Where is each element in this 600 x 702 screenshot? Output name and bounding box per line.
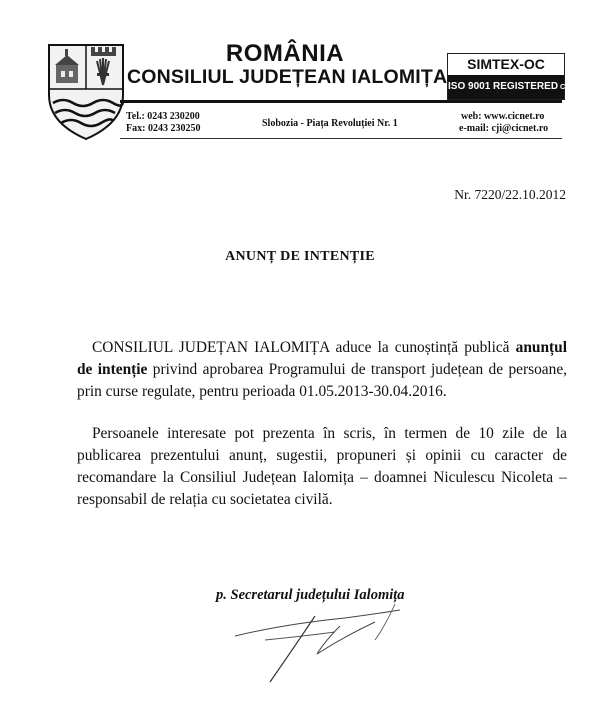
certification-standard: ISO 9001 REGISTERED: [448, 81, 559, 92]
header-fax: Fax: 0243 230250: [126, 123, 201, 134]
handwritten-signature-icon: [225, 596, 425, 686]
county-coat-of-arms-icon: [47, 43, 125, 141]
certification-badge: [447, 53, 591, 100]
header-divider-thick: [120, 100, 562, 103]
signatory-label: p. Secretarul județului Ialomița: [216, 587, 405, 603]
certification-standard-band: [448, 75, 591, 99]
paragraph-submissions: Persoanele interesate pot prezenta în scris, în termen de 10 zile de la publicarea prezentului anunț, sugestii, propuneri și opinii cu caracter de recomandare la Consiliul Județean Ialomița – doamnei Niculescu Nicoleta – responsabil de relația cu societatea civilă.: [77, 425, 567, 508]
header-address: Slobozia - Piața Revoluției Nr. 1: [262, 118, 398, 129]
paragraph-announcement-rest: privind aprobarea Programului de transport județean de persoane, prin curse regulate, pentru perioada 01.05.2013-30.04.2016.: [77, 361, 568, 400]
header-telephone: Tel.: 0243 230200: [126, 111, 200, 122]
header-divider-thin: [120, 138, 562, 139]
registration-number: Nr. 7220/22.10.2012: [454, 187, 566, 202]
header-email: e-mail: cji@cicnet.ro: [459, 123, 549, 134]
header-institution: CONSILIUL JUDEȚEAN IALOMIȚA: [127, 66, 448, 88]
header-country: ROMÂNIA: [225, 40, 345, 67]
paragraph-announcement: [77, 337, 567, 403]
paragraph-announcement-intro: CONSILIUL JUDEȚAN IALOMIȚA aduce la cunoștință publică: [92, 339, 516, 356]
document-title: ANUNȚ DE INTENȚIE: [225, 249, 375, 264]
certification-name: SIMTEX-OC: [467, 56, 545, 72]
paragraph-announcement-emphasis: anunțul de intenție: [77, 339, 567, 378]
certification-number: C.3449.1: [560, 82, 591, 91]
header-website: web: www.cicnet.ro: [461, 111, 545, 122]
